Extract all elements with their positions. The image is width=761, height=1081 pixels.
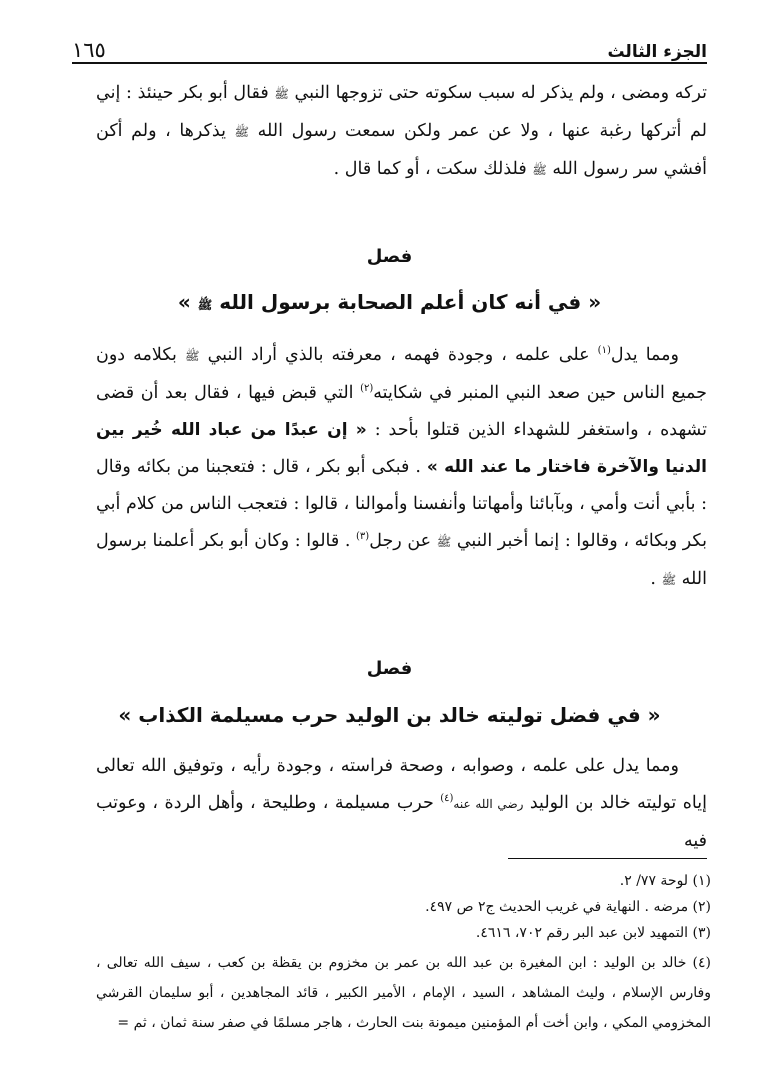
footnote-1: (١) لوحة ٧٧/ ٢. bbox=[619, 873, 711, 889]
honorific-symbol: ﷺ bbox=[661, 573, 677, 587]
paragraph-text: على علمه ، وجودة فهمه ، معرفته بالذي أراد النبي bbox=[199, 345, 598, 365]
running-header bbox=[72, 28, 707, 62]
section-label: فصل bbox=[366, 246, 413, 267]
footnote-2: (٢) مرضه . النهاية في غريب الحديث ج٢ ص ٤٩٧. bbox=[425, 899, 711, 915]
section-heading-text: « في أنه كان أعلم الصحابة برسول الله bbox=[212, 290, 602, 314]
section-heading-close: » bbox=[177, 290, 198, 314]
header-rule bbox=[72, 62, 707, 64]
honorific-symbol: رضي الله عنه bbox=[453, 797, 524, 811]
honorific-symbol: ﷺ bbox=[436, 535, 452, 549]
paragraph-text: ومما يدل على علمه ، وصوابه ، وصحة فراسته ، وجودة رأيه ، وتوفيق الله تعالى إياه توليته خالد بن الوليد bbox=[96, 756, 707, 813]
page-number: ١٦٥ bbox=[72, 38, 106, 62]
honorific-symbol: ﷺ bbox=[274, 87, 289, 101]
footnote-separator bbox=[508, 858, 707, 859]
section2-paragraph bbox=[96, 748, 707, 860]
honorific-symbol: ﷺ bbox=[234, 125, 250, 139]
section-heading bbox=[72, 290, 707, 315]
paragraph-text: . فبكى أبو بكر ، قال : فتعجبنا من بكائه وقال : بأبي أنت وأمي ، وبآبائنا وأمهاتنا وأنفسنا وأموالنا ، قالوا : فتعجب الناس من كلام أبي بكر وبكائه ، وقالوا : إنما أخبر النبي bbox=[96, 457, 707, 551]
part-title: الجزء الثالث bbox=[607, 42, 707, 62]
section-label: فصل bbox=[366, 658, 413, 679]
paragraph-text: التي قبض فيها ، فقال بعد أن قضى تشهده ، واستغفر للشهداء الذين قتلوا بأحد : bbox=[96, 383, 707, 440]
paragraph-text: . قالوا : وكان أبو بكر أعلمنا برسول الله bbox=[96, 531, 707, 589]
hadith-quote: « إن عبدًا من عباد الله خُير بين الدنيا والآخرة فاختار ما عند الله » bbox=[96, 420, 708, 477]
intro-text: فقال أبو بكر حينئذ : إني لم أتركها رغبة عنها ، ولا عن عمر ولكن سمعت رسول الله bbox=[96, 83, 707, 141]
honorific-symbol: ﷺ bbox=[197, 298, 213, 312]
paragraph-text: عن رجل bbox=[369, 531, 437, 551]
paragraph-text: حرب مسيلمة ، وطليحة ، وأهل الردة ، وعوتب فيه bbox=[96, 793, 707, 851]
footnote-ref[interactable]: (١) bbox=[597, 345, 611, 357]
footnote-ref[interactable]: (٣) bbox=[356, 531, 370, 543]
honorific-symbol: ﷺ bbox=[185, 349, 200, 363]
paragraph-text: ومما يدل bbox=[610, 345, 679, 365]
footnote-ref[interactable]: (٤) bbox=[440, 793, 454, 805]
section1-paragraph bbox=[96, 337, 707, 599]
footnote-ref[interactable]: (٢) bbox=[360, 383, 374, 395]
intro-text: يذكرها ، ولم أكن أفشي سر رسول الله bbox=[96, 121, 707, 179]
footnote-3: (٣) التمهيد لابن عبد البر رقم ٧٠٢، ٤٦١٦. bbox=[475, 925, 711, 941]
intro-text: فلذلك سكت ، أو كما قال . bbox=[333, 159, 533, 179]
intro-paragraph bbox=[96, 75, 707, 189]
intro-text: تركه ومضى ، ولم يذكر له سبب سكوته حتى تزوجها النبي bbox=[288, 83, 707, 103]
paragraph-text: . bbox=[650, 569, 662, 589]
honorific-symbol: ﷺ bbox=[532, 163, 547, 177]
paragraph-text: بكلامه دون جميع الناس حين صعد النبي المنبر في شكايته bbox=[96, 345, 707, 403]
section-heading: « في فضل توليته خالد بن الوليد حرب مسيلمة الكذاب » bbox=[118, 703, 661, 727]
footnote-4: (٤) خالد بن الوليد : ابن المغيرة بن عبد الله بن عمر بن مخزوم بن يقظة بن كعب ، سيف الله تعالى ، وفارس الإسلام ، وليث المشاهد ، السيد ، الإمام ، الأمير الكبير ، قائد المجاهدين ، أبو سليمان القرشي المخزومي المكي ، وابن أخت أم المؤمنين ميمونة بنت الحارث ، هاجر مسلمًا في صفر سنة ثمان ، ثم = bbox=[96, 955, 711, 1031]
